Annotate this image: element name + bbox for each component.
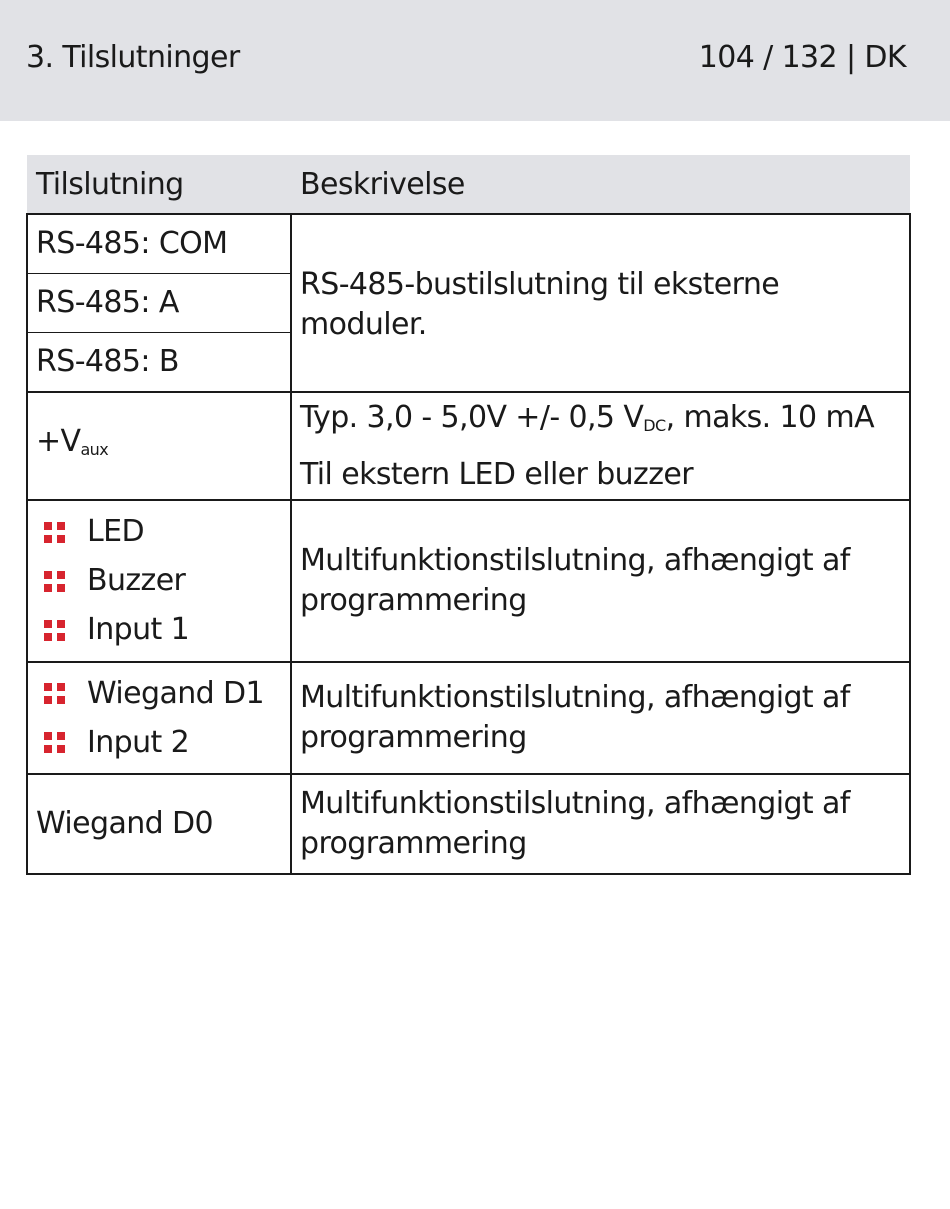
- pin-item-led: [36, 508, 282, 557]
- connection-multi2: [27, 662, 291, 774]
- pin-label-input1: Input 1: [87, 612, 190, 647]
- table-row: [27, 214, 910, 274]
- pin-item-input2: [36, 718, 282, 767]
- connection-rs485-a: RS-485: A: [27, 274, 291, 333]
- description-multi2: Multifunktionstilslutning, afhængigt af programmering: [291, 662, 910, 774]
- description-rs485-text: RS-485-bustilslutning til eksterne moduler.: [300, 267, 780, 342]
- table-row: [27, 662, 910, 774]
- vaux-spec-pre: Typ. 3,0 - 5,0V +/- 0,5 V: [300, 400, 644, 435]
- description-wiegand-d0: Multifunktionstilslutning, afhængigt af programmering: [291, 774, 910, 874]
- pin-icon: [44, 620, 65, 641]
- page-header: [0, 0, 950, 121]
- connection-multi1: [27, 500, 291, 662]
- pin-item-buzzer: [36, 557, 282, 606]
- vaux-spec-post: , maks. 10 mA: [665, 400, 874, 435]
- table-header-row: [27, 155, 910, 214]
- vaux-spec-line: [300, 393, 901, 450]
- pin-icon: [44, 732, 65, 753]
- vaux-spec-sub: DC: [643, 416, 666, 435]
- table-row: [27, 500, 910, 662]
- description-rs485: [291, 214, 910, 392]
- pin-icon: [44, 571, 65, 592]
- pin-label-wiegand-d1: Wiegand D1: [87, 675, 265, 711]
- pin-item-input1: [36, 606, 282, 655]
- pin-item-wiegand-d1: [36, 669, 282, 718]
- column-header-connection: Tilslutning: [27, 155, 291, 214]
- description-vaux: [291, 392, 910, 500]
- table-row: [27, 774, 910, 874]
- section-title: 3. Tilslutninger: [26, 40, 240, 75]
- pin-label-input2: Input 2: [87, 724, 190, 760]
- vaux-main: +V: [36, 424, 81, 459]
- pin-label-led: LED: [87, 514, 144, 549]
- table-row: [27, 392, 910, 500]
- pin-label-buzzer: Buzzer: [87, 563, 186, 598]
- vaux-subscript: aux: [80, 440, 109, 459]
- column-header-description: Beskrivelse: [291, 155, 910, 214]
- page-number: 104 / 132 | DK: [698, 40, 906, 75]
- vaux-usage-line: Til ekstern LED eller buzzer: [300, 457, 693, 492]
- connection-vaux: [27, 392, 291, 500]
- connections-table: [26, 155, 911, 875]
- pin-icon: [44, 683, 65, 704]
- connection-rs485-b: RS-485: B: [27, 333, 291, 393]
- description-multi1: Multifunktionstilslutning, afhængigt af programmering: [291, 500, 910, 662]
- connection-wiegand-d0: Wiegand D0: [27, 774, 291, 874]
- pin-icon: [44, 522, 65, 543]
- connection-rs485-com: RS-485: COM: [27, 214, 291, 274]
